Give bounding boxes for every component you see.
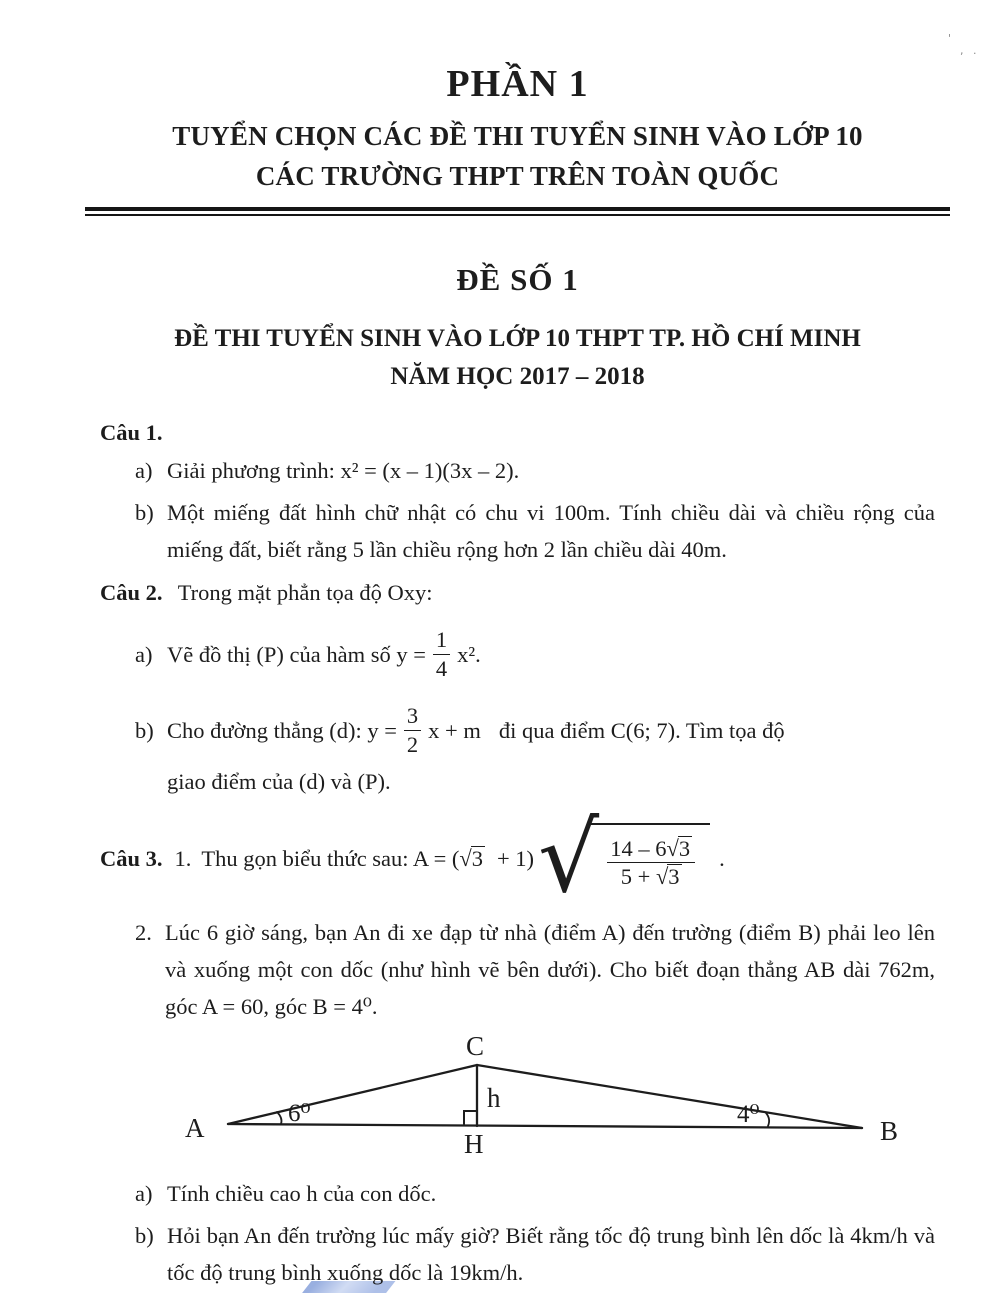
part-subtitle-line1: TUYỂN CHỌN CÁC ĐỀ THI TUYỂN SINH VÀO LỚP 10 <box>172 121 863 151</box>
item-marker-2: 2. <box>135 920 152 945</box>
question-1a <box>135 452 935 489</box>
exam-number-title: ĐỀ SỐ 1 <box>456 262 579 297</box>
question-3-item1-text: Thu gọn biểu thức sau: A = ( <box>201 845 460 871</box>
question-2b-rest: đi qua điểm C(6; 7). Tìm tọa độ <box>498 717 785 743</box>
radicand: 3 <box>678 835 691 861</box>
question-3-sub-b <box>135 1217 935 1291</box>
question-2-intro: Trong mặt phẳn tọa độ Oxy: <box>177 580 433 605</box>
fraction-numerator: 3 <box>404 703 421 730</box>
radicand-fraction <box>590 823 710 889</box>
vertex-label-b: B <box>880 1116 899 1146</box>
fraction-numerator: 1 <box>433 627 450 654</box>
question-3-item1-mid: + 1) <box>496 845 535 871</box>
sqrt-3-inline <box>666 836 692 861</box>
sqrt-3-inline <box>459 840 485 877</box>
radical-sign: √ <box>666 835 679 861</box>
vertex-label-a: A <box>185 1113 205 1143</box>
numerator-text: 14 – 6 <box>610 835 667 861</box>
radical-sign: √ <box>538 801 600 914</box>
radical-sign: √ <box>655 863 669 889</box>
header-divider <box>85 207 950 216</box>
scan-speck: ' <box>948 32 952 45</box>
item-marker-a: a) <box>135 1181 153 1206</box>
question-3-item1 <box>100 801 935 914</box>
question-3-label: Câu 3. <box>100 845 163 871</box>
question-3-item2 <box>135 914 935 1025</box>
foot-label-h: H <box>464 1129 484 1159</box>
item-marker-a: a) <box>135 458 153 483</box>
triangle-side-ac <box>228 1065 477 1124</box>
question-1a-text: Giải phương trình: x² = (x – 1)(3x – 2). <box>167 458 520 483</box>
question-3-sub-a-text: Tính chiều cao h của con dốc. <box>167 1181 437 1206</box>
fraction-denominator: 2 <box>406 731 419 757</box>
question-2a-tail: x². <box>457 641 481 667</box>
question-1-label: Câu 1. <box>100 420 163 445</box>
question-2a <box>135 623 935 685</box>
height-label: h <box>487 1083 501 1113</box>
question-3-sub-a <box>135 1175 935 1212</box>
denominator-text: 5 + <box>620 863 651 889</box>
exam-title <box>100 320 935 396</box>
radicand: 3 <box>668 863 680 889</box>
vertex-label-c: C <box>466 1031 485 1061</box>
item-marker-b: b) <box>135 1223 154 1248</box>
slope-figure <box>100 1027 935 1162</box>
question-1b-text: Một miếng đất hình chữ nhật có chu vi 100m. Tính chiều dài và chiều rộng của miếng đất, biết rằng 5 lần chiều rộng hơn 2 lần chiều dài 40m. <box>167 500 935 562</box>
item-marker-a: a) <box>135 641 153 667</box>
part-title: PHẦN 1 <box>446 63 589 105</box>
triangle-side-cb <box>477 1065 862 1128</box>
question-3-sub-b-text: Hỏi bạn An đến trường lúc mấy giờ? Biết rằng tốc độ trung bình lên dốc là 4km/h và tốc độ trung bình xuống dốc là 19km/h. <box>167 1223 935 1285</box>
exam-body <box>100 414 935 1291</box>
radicand: 3 <box>471 845 483 871</box>
item-marker-b: b) <box>135 500 154 525</box>
sqrt-3-inline <box>656 864 682 889</box>
fraction-numerator <box>607 836 695 863</box>
exam-title-line2: NĂM HỌC 2017 – 2018 <box>390 363 645 390</box>
big-radical-expression <box>538 801 710 914</box>
fraction-denominator: 4 <box>435 655 448 681</box>
triangle-base-ab <box>228 1124 862 1128</box>
radical-sign: √ <box>459 845 472 871</box>
question-3-item2-text: Lúc 6 giờ sáng, bạn An đi xe đạp từ nhà (điểm A) đến trường (điểm B) phải leo lên và xuống một con dốc (như hình vẽ bên dưới). Cho biết đoạn thẳng AB dài 762m, góc A = 60, góc B = 4⁰. <box>165 920 935 1019</box>
fraction-one-fourth <box>433 627 450 680</box>
item-marker-b: b) <box>135 717 154 743</box>
question-1-heading <box>100 414 935 451</box>
fraction-under-radical <box>607 836 695 889</box>
question-2b-text: Cho đường thẳng (d): y = <box>167 717 397 743</box>
angle-label-a: 6⁰ <box>288 1100 311 1127</box>
scan-speck: , . <box>960 44 980 57</box>
question-2-heading <box>100 574 935 611</box>
fraction-denominator <box>607 863 695 889</box>
question-2a-text: Vẽ đồ thị (P) của hàm số y = <box>167 641 426 667</box>
question-2b-line2: giao điểm của (d) và (P). <box>167 769 391 794</box>
exam-title-line1: ĐỀ THI TUYỂN SINH VÀO LỚP 10 THPT TP. HỒ CHÍ MINH <box>174 325 861 352</box>
right-angle-mark <box>464 1111 477 1124</box>
part-subtitle-line2: CÁC TRƯỜNG THPT TRÊN TOÀN QUỐC <box>255 161 780 191</box>
question-2-label: Câu 2. <box>100 580 163 605</box>
item-marker-1: 1. <box>174 845 192 871</box>
question-1b <box>135 494 935 568</box>
angle-arc-b <box>766 1113 769 1126</box>
triangle-diagram <box>155 1027 930 1162</box>
fraction-three-halves <box>404 703 421 756</box>
question-2b <box>135 699 935 761</box>
question-2b-xm: x + m <box>428 717 481 743</box>
angle-label-b: 4⁰ <box>737 1101 760 1128</box>
sentence-period: . <box>719 845 725 871</box>
angle-arc-a <box>277 1112 282 1124</box>
